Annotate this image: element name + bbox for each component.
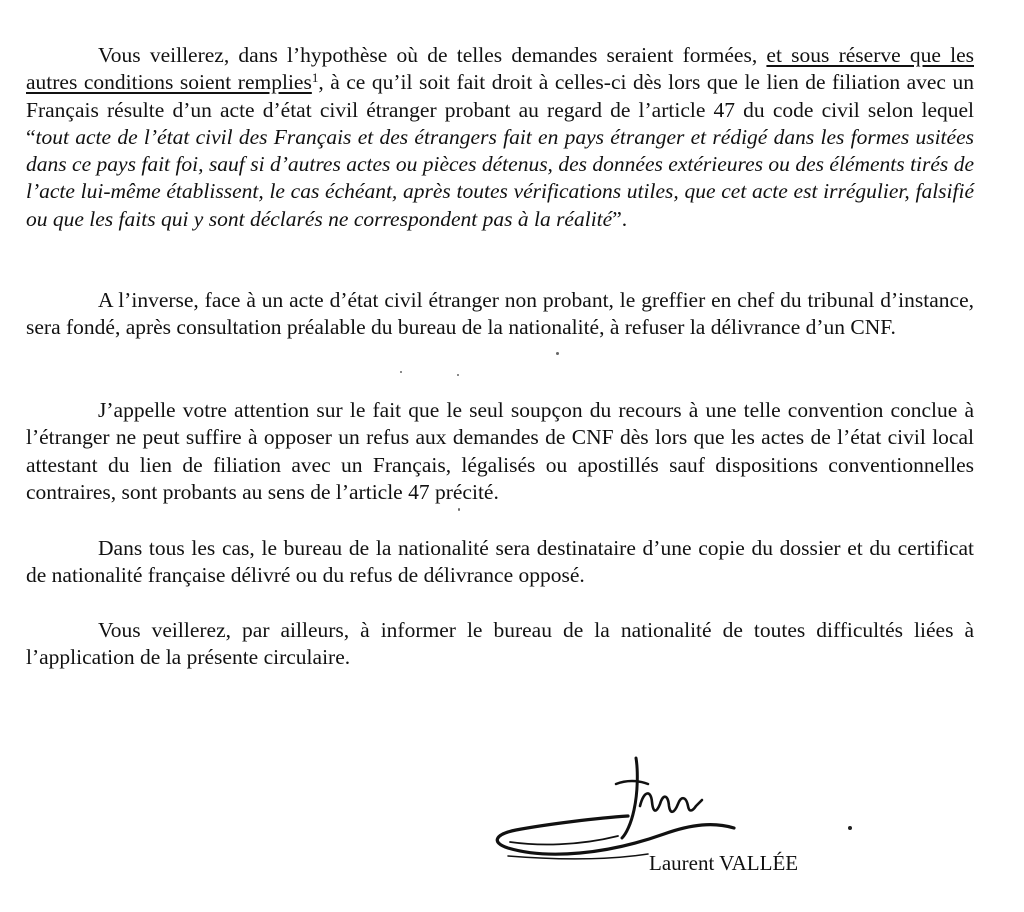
paragraph-4: Dans tous les cas, le bureau de la nationalité sera destinataire d’une copie du dossier et du certificat de nationalité française délivré ou du refus de délivrance opposé.	[26, 536, 974, 588]
scan-speck	[400, 371, 402, 373]
paragraph-1-text-b: , à ce qu’il soit fait droit à celles-ci dès lors que le lien de filiation avec un Français résulte d’un acte d’état civil étranger probant au regard de l’article 47 du code civil selon lequel “	[26, 70, 974, 149]
scan-speck	[556, 352, 559, 355]
footnote-reference: 1	[311, 70, 319, 86]
paragraph-1-text-a: Vous veillerez, dans l’hypothèse où de telles demandes seraient formées,	[98, 43, 767, 67]
paragraph-1-underlined-text: et sous réserve que les autres conditions soient remplies	[26, 43, 974, 95]
paragraph-1-text-c: ”.	[612, 206, 628, 231]
scan-speck	[848, 826, 852, 830]
scan-speck	[457, 374, 459, 376]
paragraph-2: A l’inverse, face à un acte d’état civil étranger non probant, le greffier en chef du tribunal d’instance, sera fondé, après consultation préalable du bureau de la nationalité, à refuser la délivrance d’un CNF.	[26, 288, 974, 340]
scan-speck	[458, 508, 460, 511]
paragraph-5: Vous veillerez, par ailleurs, à informer le bureau de la nationalité de toutes difficultés liées à l’application de la présente circulaire.	[26, 618, 974, 670]
signatory-name: Laurent VALLÉE	[649, 851, 799, 875]
paragraph-1	[26, 42, 974, 233]
article-47-quote: tout acte de l’état civil des Français et des étrangers fait en pays étranger et rédigé dans les formes usitées dans ce pays fait foi, sauf si d’autres actes ou pièces détenus, des données extérieures ou des éléments tirés de l’acte lui-même établissent, le cas échéant, après toutes vérifications utiles, que cet acte est irrégulier, falsifié ou que les faits qui y sont déclarés ne correspondent pas à la réalité	[26, 124, 974, 231]
paragraph-3: J’appelle votre attention sur le fait que le seul soupçon du recours à une telle convention conclue à l’étranger ne peut suffire à opposer un refus aux demandes de CNF dès lors que les actes de l’état civil local attestant du lien de filiation avec un Français, légalisés ou apostillés sauf dispositions conventionnelles contraires, sont probants au sens de l’article 47 précité.	[26, 398, 974, 504]
